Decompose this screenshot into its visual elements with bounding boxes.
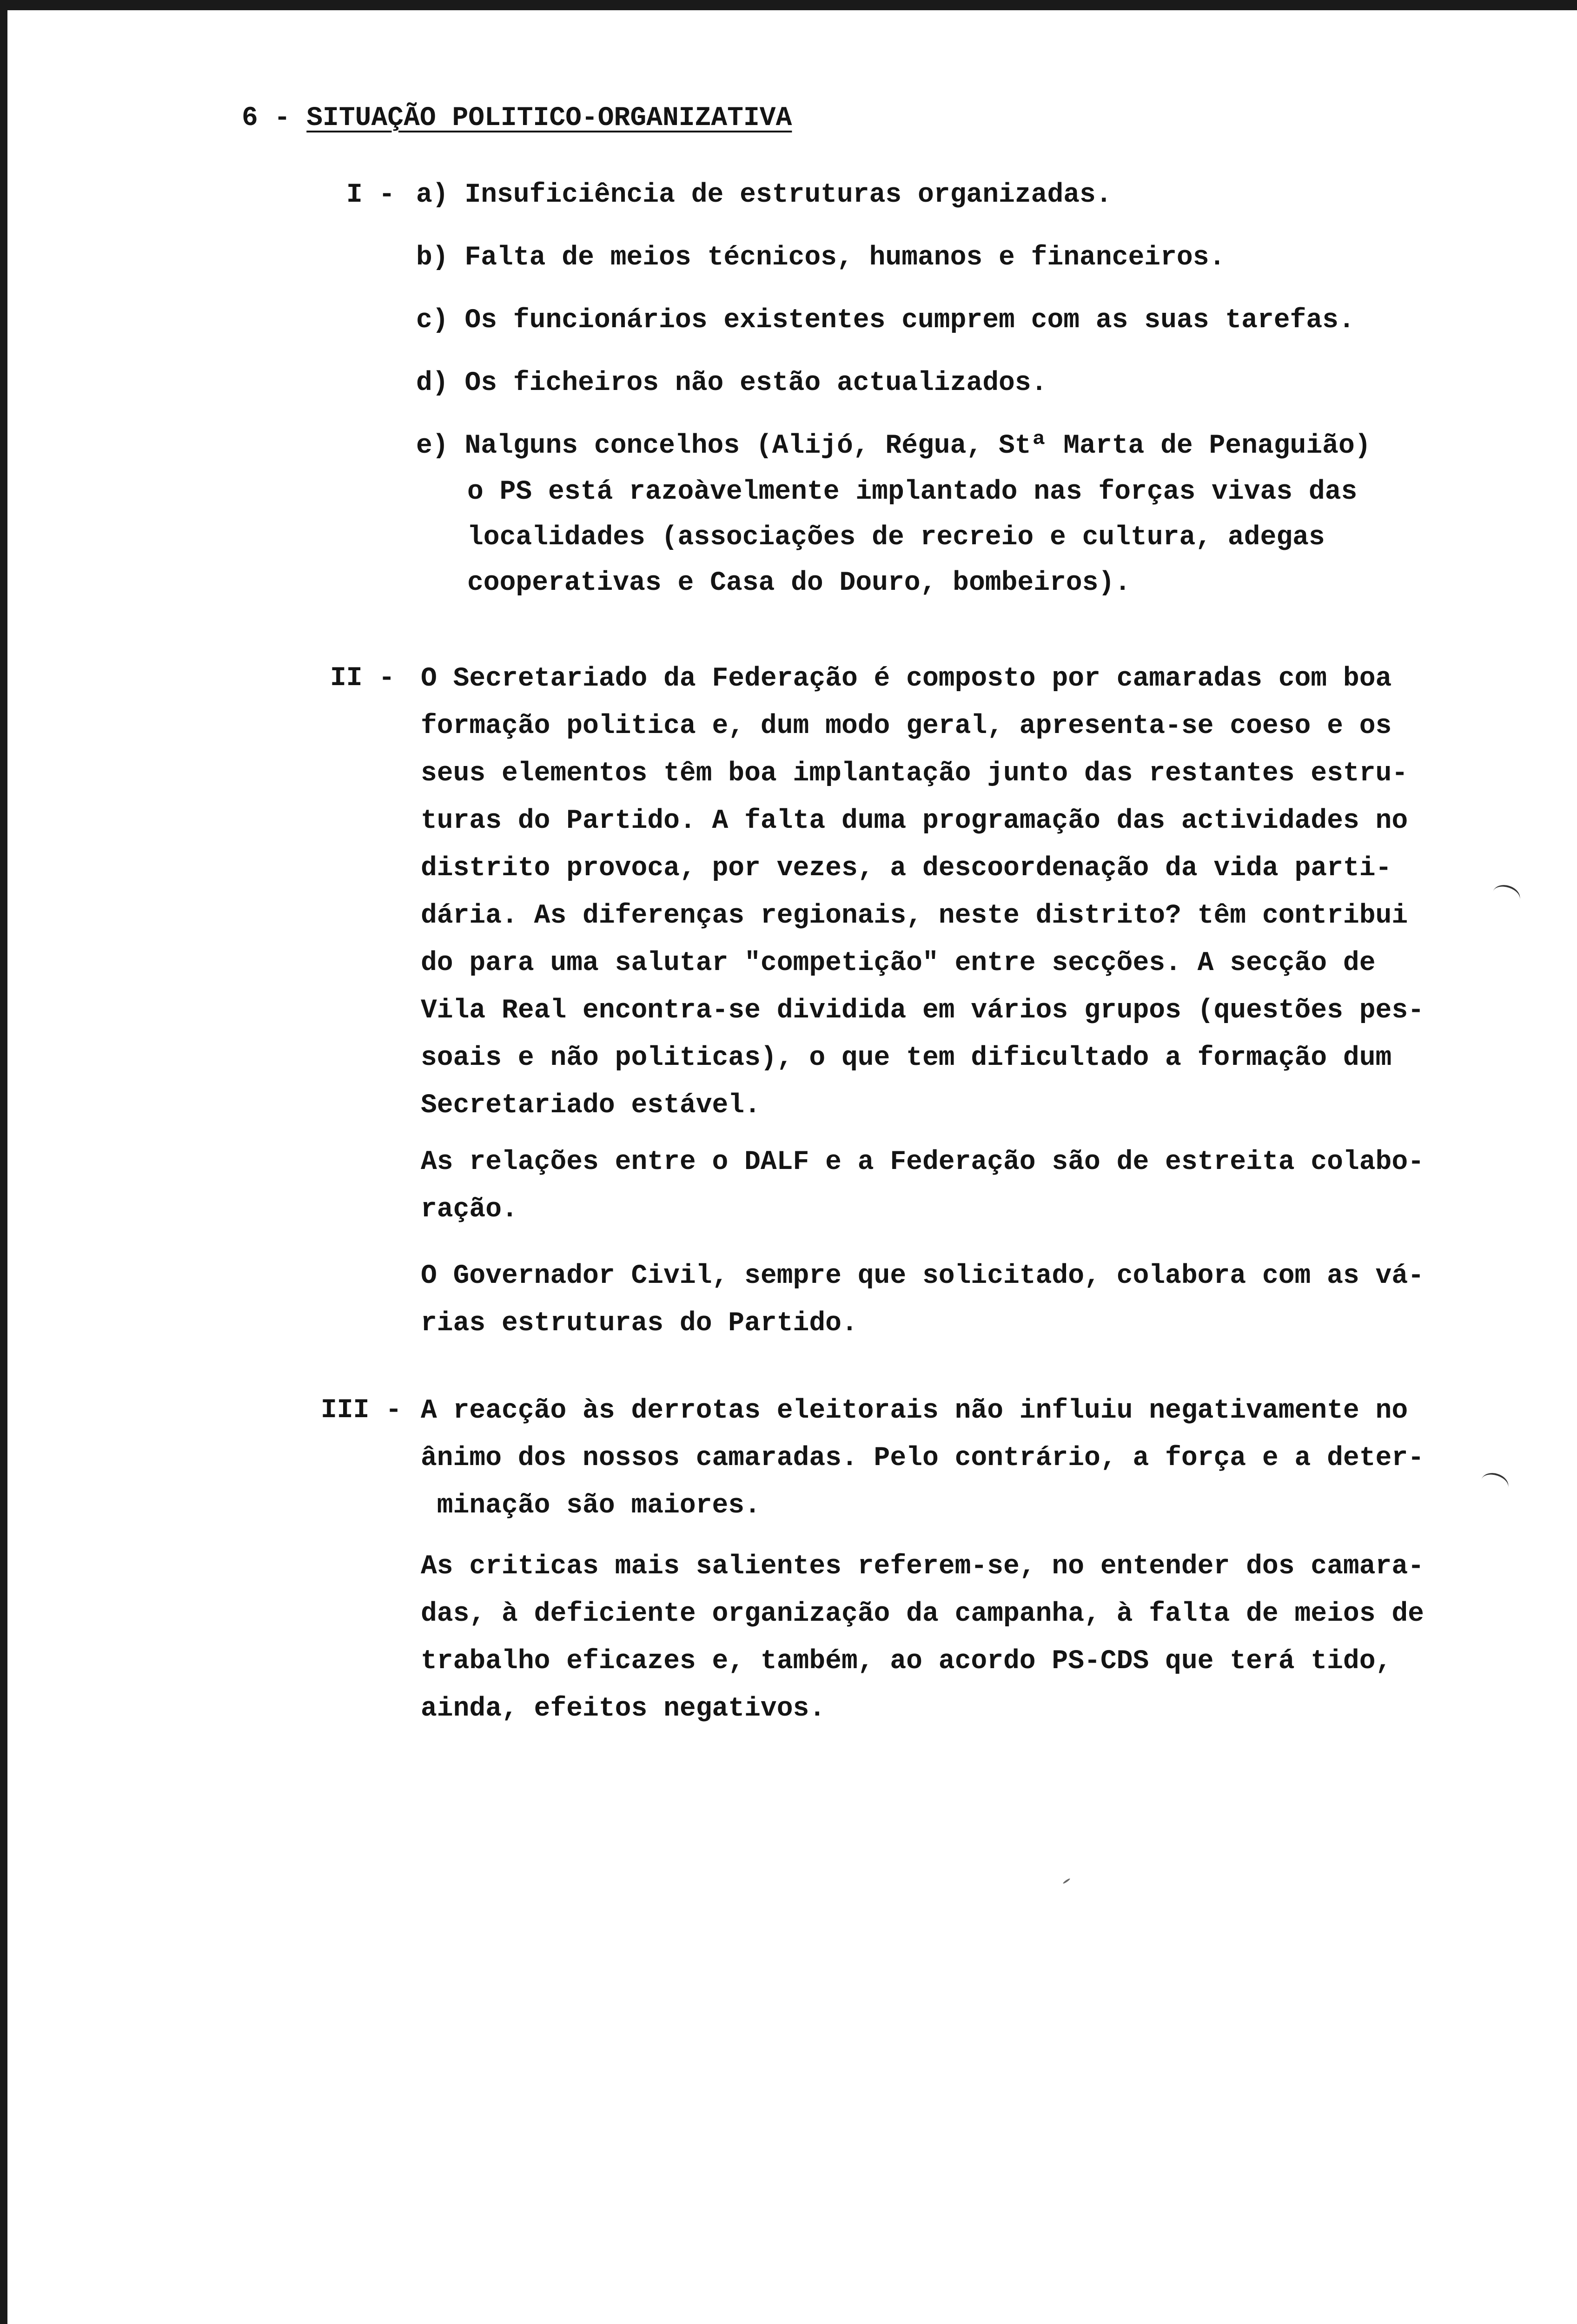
paragraph-line: das, à deficiente organização da campanha, à falta de meios de bbox=[421, 1599, 1424, 1629]
paragraph-line: Secretariado estável. bbox=[421, 1090, 761, 1121]
item-d bbox=[416, 360, 1047, 407]
item-e-text-line-4: cooperativas e Casa do Douro, bombeiros). bbox=[467, 568, 1131, 598]
margin-mark bbox=[1490, 882, 1523, 910]
item-d-text: Os ficheiros não estão actualizados. bbox=[464, 368, 1047, 398]
section-heading bbox=[242, 95, 792, 142]
item-b-letter: b) bbox=[416, 243, 449, 273]
item-a-letter: a) bbox=[416, 180, 449, 210]
paragraph-line: O Governador Civil, sempre que solicitado, colabora com as vá- bbox=[421, 1261, 1424, 1291]
paragraph-line: O Secretariado da Federação é composto por camaradas com boa bbox=[421, 664, 1392, 694]
heading-number: 6 - bbox=[242, 103, 291, 133]
margin-mark bbox=[1478, 1470, 1511, 1498]
scan-speck bbox=[1062, 1878, 1070, 1884]
item-c-letter: c) bbox=[416, 305, 449, 336]
scan-border-left bbox=[0, 0, 7, 2324]
item-e-text-line-2: o PS está razoàvelmente implantado nas forças vivas das bbox=[467, 477, 1358, 507]
section-II-paragraph-2 bbox=[421, 1139, 1424, 1234]
paragraph-line: As relações entre o DALF e a Federação são de estreita colabo- bbox=[421, 1147, 1424, 1177]
section-III-paragraph-2 bbox=[421, 1543, 1424, 1733]
paragraph-line: ainda, efeitos negativos. bbox=[421, 1694, 826, 1724]
paragraph-line: seus elementos têm boa implantação junto das restantes estru- bbox=[421, 759, 1408, 789]
heading-title: SITUAÇÃO POLITICO-ORGANIZATIVA bbox=[306, 103, 792, 133]
item-e bbox=[416, 423, 1371, 469]
section-II-label: II - bbox=[330, 663, 395, 693]
item-e-continuation bbox=[467, 469, 1357, 606]
item-b bbox=[416, 235, 1225, 281]
paragraph-line: formação politica e, dum modo geral, apresenta-se coeso e os bbox=[421, 711, 1392, 741]
section-III-label: III - bbox=[321, 1395, 402, 1426]
paragraph-line: rias estruturas do Partido. bbox=[421, 1308, 858, 1339]
scan-border-top bbox=[0, 0, 1577, 10]
paragraph-line: minação são maiores. bbox=[421, 1491, 761, 1521]
paragraph-line: Vila Real encontra-se dividida em vários grupos (questões pes- bbox=[421, 996, 1424, 1026]
item-e-letter: e) bbox=[416, 431, 449, 461]
item-e-text-line-3: localidades (associações de recreio e cultura, adegas bbox=[467, 522, 1325, 553]
paragraph-line: turas do Partido. A falta duma programação das actividades no bbox=[421, 806, 1408, 836]
item-b-text: Falta de meios técnicos, humanos e financeiros. bbox=[464, 243, 1226, 273]
section-I-label: I - bbox=[346, 180, 395, 210]
paragraph-line: As criticas mais salientes referem-se, no entender dos camara- bbox=[421, 1552, 1424, 1582]
section-II-paragraph-3 bbox=[421, 1253, 1424, 1347]
paragraph-line: dária. As diferenças regionais, neste distrito? têm contribui bbox=[421, 901, 1408, 931]
paragraph-line: do para uma salutar "competição" entre secções. A secção de bbox=[421, 948, 1376, 978]
paragraph-line: ânimo dos nossos camaradas. Pelo contrário, a força e a deter- bbox=[421, 1443, 1424, 1473]
section-II-paragraph-1 bbox=[421, 655, 1424, 1129]
paragraph-line: soais e não politicas), o que tem dificultado a formação dum bbox=[421, 1043, 1392, 1073]
item-c bbox=[416, 297, 1355, 344]
item-a-text: Insuficiência de estruturas organizadas. bbox=[464, 180, 1112, 210]
paragraph-line: distrito provoca, por vezes, a descoordenação da vida parti- bbox=[421, 853, 1392, 884]
item-e-text-line-1: Nalguns concelhos (Alijó, Régua, Stª Marta de Penaguião) bbox=[464, 431, 1371, 461]
item-a bbox=[416, 172, 1112, 218]
paragraph-line: A reacção às derrotas eleitorais não influiu negativamente no bbox=[421, 1396, 1408, 1426]
paragraph-line: ração. bbox=[421, 1195, 518, 1225]
section-III-paragraph-1 bbox=[421, 1387, 1424, 1530]
item-d-letter: d) bbox=[416, 368, 449, 398]
item-c-text: Os funcionários existentes cumprem com as suas tarefas. bbox=[464, 305, 1355, 336]
paragraph-line: trabalho eficazes e, também, ao acordo PS-CDS que terá tido, bbox=[421, 1646, 1392, 1677]
